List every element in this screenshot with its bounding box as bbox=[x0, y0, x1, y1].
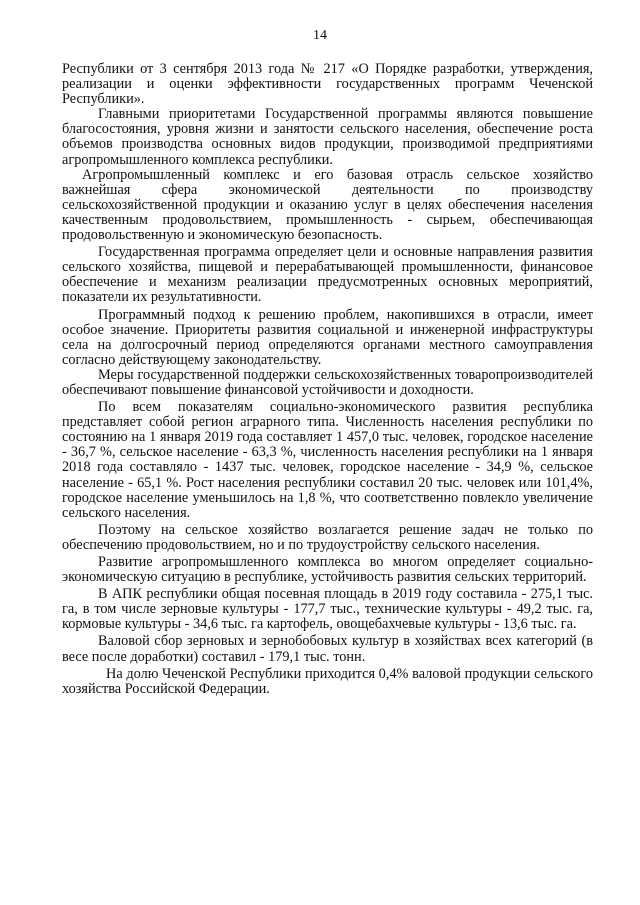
paragraph-11: Валовой сбор зерновых и зернобобовых культур в хозяйствах всех категорий (в весе после доработки) составил - 179,1 тыс. тонн. bbox=[62, 633, 593, 665]
document-body bbox=[62, 62, 593, 697]
paragraph-1: Республики от 3 сентября 2013 года № 217 «О Порядке разработки, утверждения, реализации и оценки эффективности государственных программ Чеченской Республики». bbox=[62, 61, 593, 108]
paragraph-7: По всем показателям социально-экономического развития республика представляет собой регион аграрного типа. Численность населения республики по состоянию на 1 января 2019 года составляет 1 457,0 тыс. человек, городское население - 36,7 %, сельское население - 63,3 %, численность населения республики на 1 января 2018 года составляло - 1437 тыс. человек, городское население - 34,9 %, сельское население - 65,1 %. Рост населения республики составил 20 тыс. человек или 101,4%, городское население уменьшилось на 1,8 %, что соответственно повлекло увеличение сельского населения. bbox=[62, 399, 593, 521]
paragraph-2: Главными приоритетами Государственной программы являются повышение благосостояния, уровня жизни и занятости сельского населения, обеспечение роста объемов производства основных видов продукции, производимой предприятиями агропромышленного комплекса республики. bbox=[62, 106, 593, 168]
paragraph-5: Программный подход к решению проблем, накопившихся в отрасли, имеет особое значение. Приоритеты развития социальной и инженерной инфраструктуры села на долгосрочный период определяются органами местного самоуправления согласно действующему законодательству. bbox=[62, 306, 593, 368]
paragraph-12: На долю Чеченской Республики приходится 0,4% валовой продукции сельского хозяйства Российской Федерации. bbox=[62, 665, 593, 697]
paragraph-9: Развитие агропромышленного комплекса во многом определяет социально-экономическую ситуацию в республике, устойчивость развития сельских территорий. bbox=[62, 554, 593, 586]
page-number: 14 bbox=[313, 28, 327, 43]
paragraph-6: Меры государственной поддержки сельскохозяйственных товаропроизводителей обеспечивают повышение финансовой устойчивости и доходности. bbox=[62, 366, 593, 398]
paragraph-4: Государственная программа определяет цели и основные направления развития сельского хозяйства, пищевой и перерабатывающей промышленности, финансовое обеспечение и механизм реализации предусмотренных основных мероприятий, показатели их результативности. bbox=[62, 244, 593, 306]
paragraph-8: Поэтому на сельское хозяйство возлагается решение задач не только по обеспечению продовольствием, но и по трудоустройству сельского населения. bbox=[62, 521, 593, 553]
paragraph-3: Агропромышленный комплекс и его базовая отрасль сельское хозяйство важнейшая сфера экономической деятельности по производству сельскохозяйственной продукции и оказанию услуг в целях обеспечения населения качественным продовольствием, промышленность - сырьем, обеспечивающая продовольственную и экономическую безопасность. bbox=[62, 166, 593, 244]
paragraph-10: В АПК республики общая посевная площадь в 2019 году составила - 275,1 тыс. га, в том числе зерновые культуры - 177,7 тыс., технические культуры - 49,2 тыс. га, кормовые культуры - 34,6 тыс. га картофель, овощебахчевые культуры - 13,6 тыс. га. bbox=[62, 586, 593, 633]
